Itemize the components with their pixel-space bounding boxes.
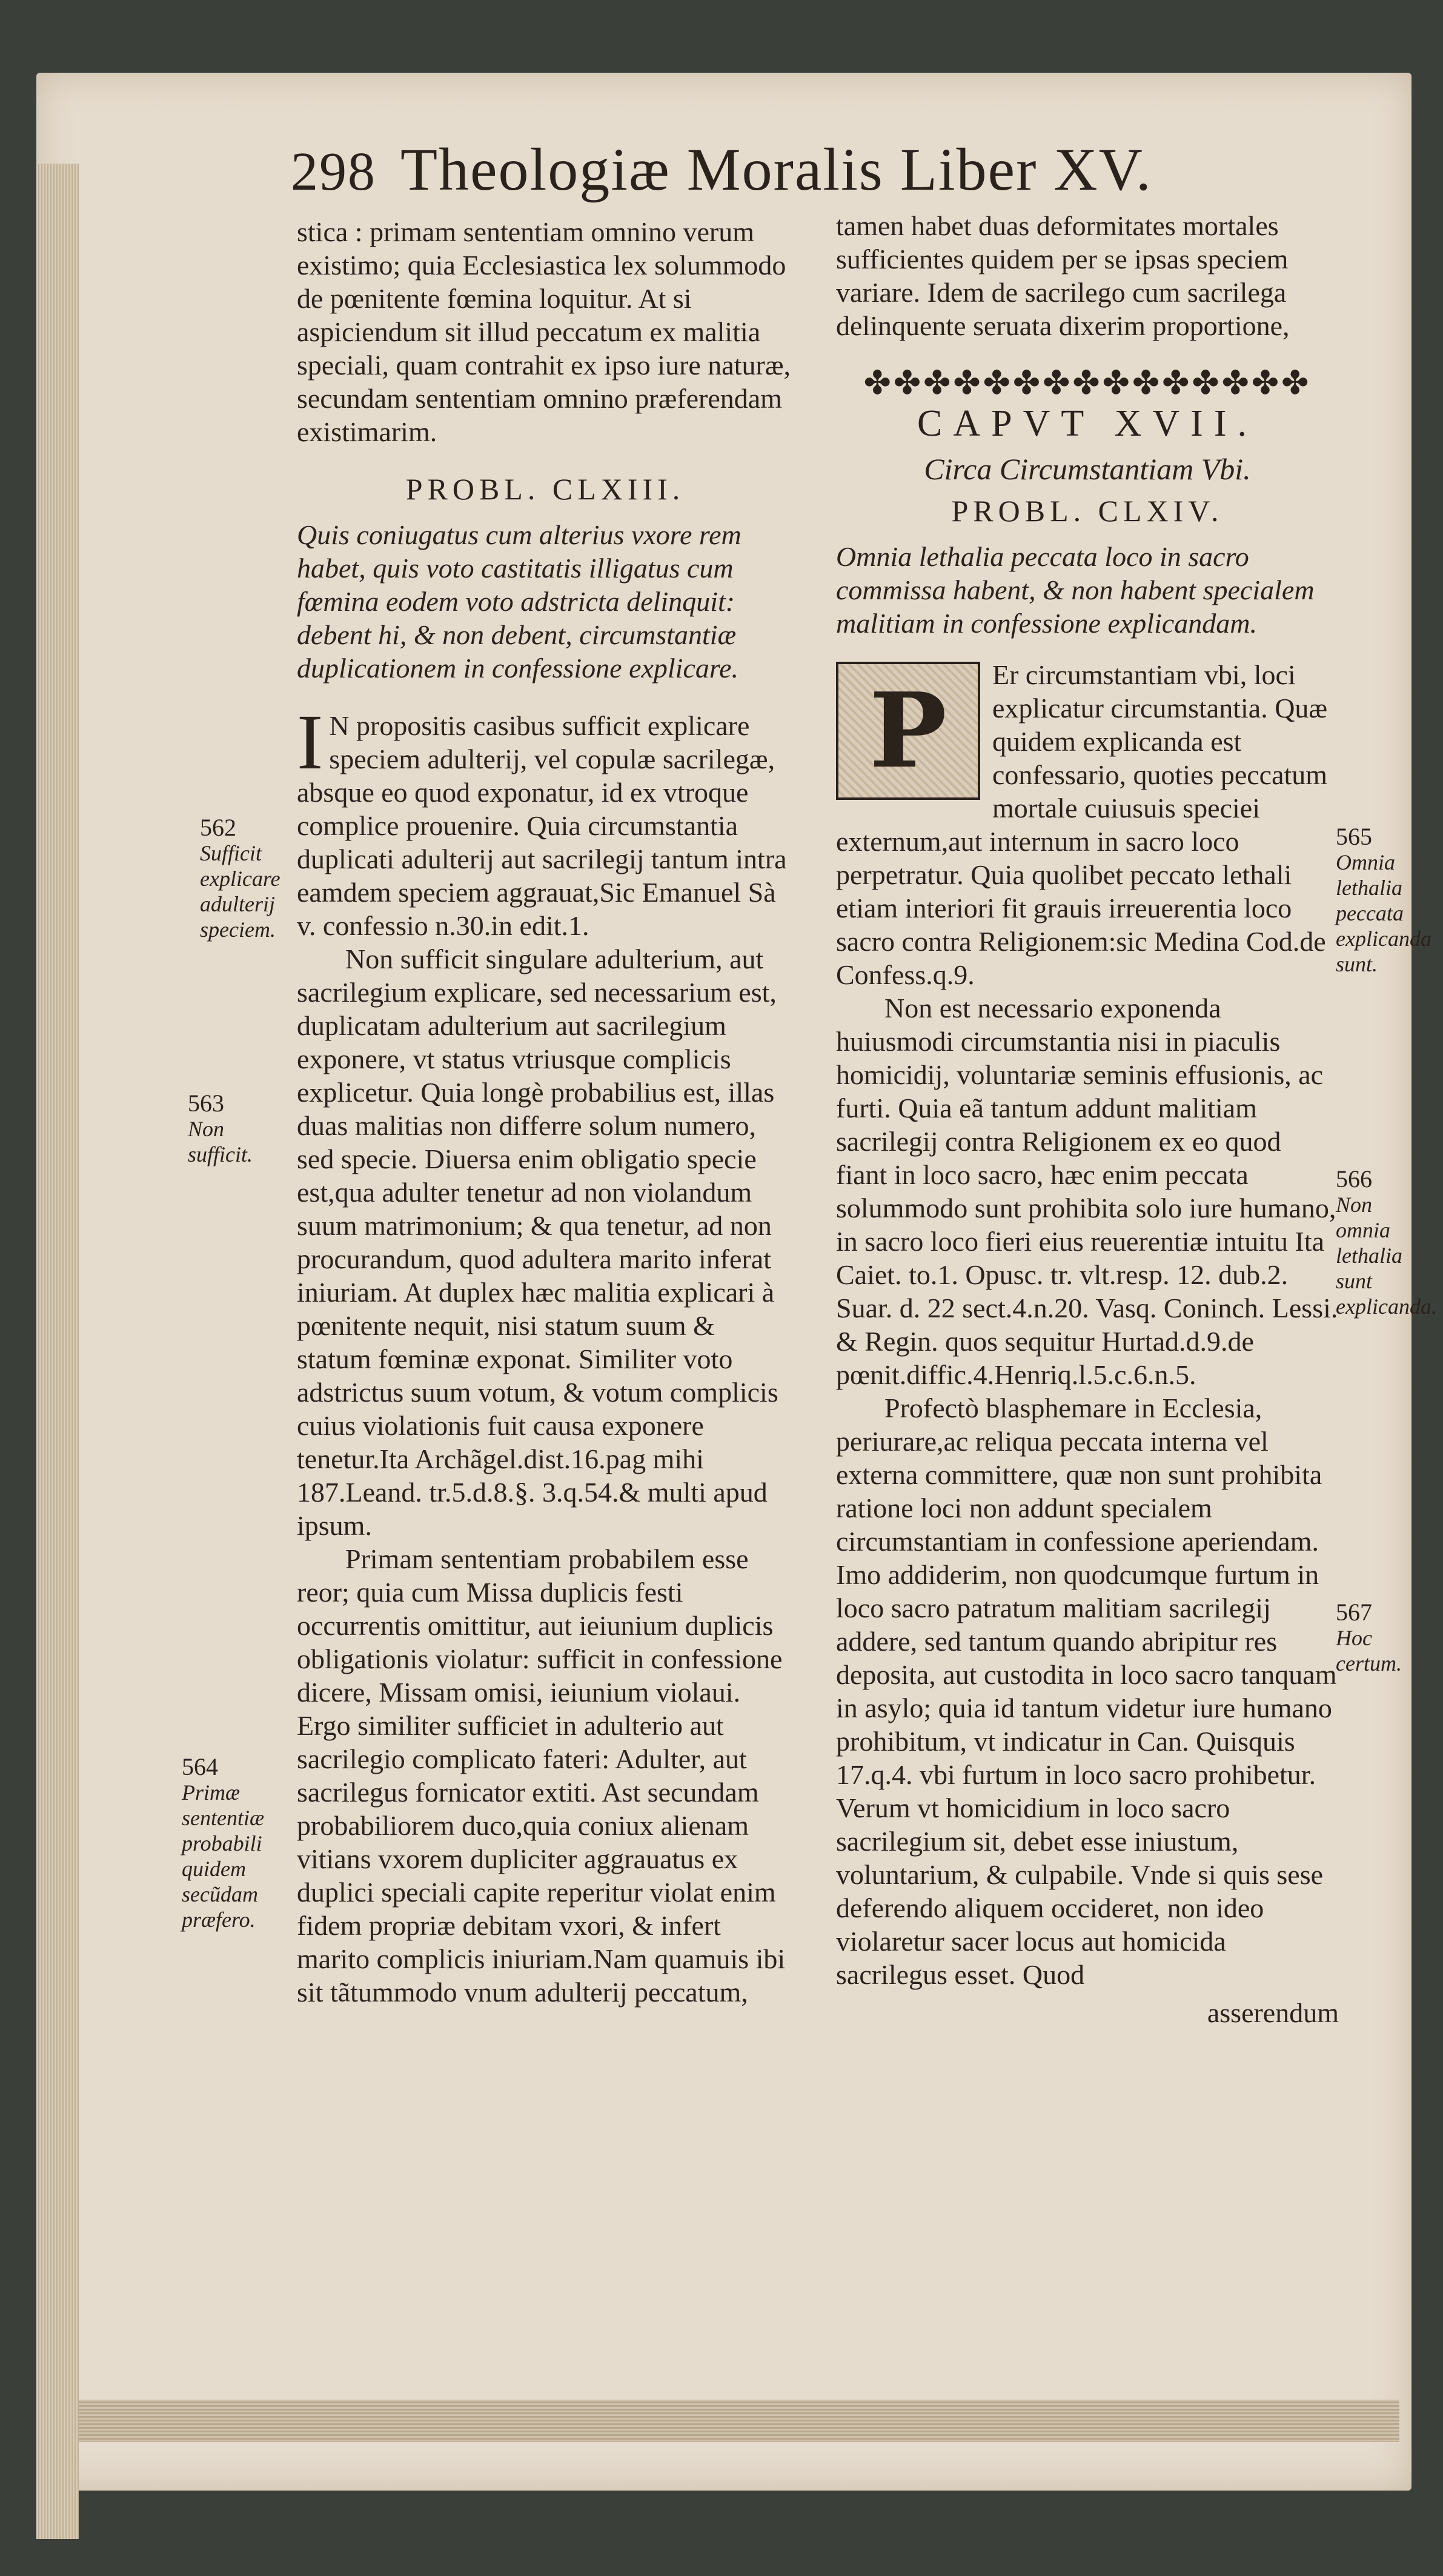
- paragraph-563: Non sufficit singulare adulterium, aut sacrilegium explicare, sed necessarium est, duplicatam adulterium aut sacrilegium exponere, vt status vtriusque complicis explicetur. Quia longè probabilius est, illas duas malitias non differre solum numero, sed specie. Diuersa enim obligatio specie est,qua adulter tenetur ad non violandum suum matrimonium; & qua tenetur, ad non procurandum, quod adultera marito inferat iniuriam. At duplex hæc malitia explicari à pœnitente nequit, nisi statum suum & statum fœminæ exponat. Similiter voto adstrictus suum votum, & votum complicis cuius violationis fuit causa exponere tenetur.Ita Archãgel.dist.16.pag mihi 187.Leand. tr.5.d.8.§. 3.q.54.& multi apud ipsum.: [297, 944, 778, 1541]
- paragraph-562-text: N propositis casibus sufficit explicare speciem adulterij, vel copulæ sacrilegæ, absque eo quod exponatur, id ex vtroque complice prouenire. Quia circumstantia duplicati adulterij aut sacrilegij tantum intra eamdem speciem aggrauat,Sic Emanuel Sà v. confessio n.30.in edit.1.: [297, 710, 787, 941]
- margin-note-number: 564: [182, 1753, 218, 1780]
- paragraph-564: Primam sententiam probabilem esse reor; quia cum Missa duplicis festi occurrentis omittitur, aut ieiunium duplicis obligationis violatur: sufficit in confessione dicere, Missam omisi, ieiunium violaui. Ergo similiter sufficiet in adulterio aut sacrilegio complicato fateri: Adulter, aut sacrilegus fornicator extiti. Ast secundam probabiliorem duco,quia coniux alienam vitians vxorem dupliciter aggrauatus ex duplici speciali capite reperitur violat enim fidem propriæ debitam vxori, & infert marito complicis iniuriam.Nam quamuis ibi sit tãtummodo vnum adulterij peccatum,: [297, 1543, 786, 2008]
- right-intro-paragraph: tamen habet duas deformitates mortales sufficientes quidem per se ipsas speciem variare. Idem de sacrilego cum sacrilega delinquente seruata dixerim proportione,: [836, 210, 1290, 341]
- margin-note-text: Sufficit explicare adulterij speciem.: [200, 841, 280, 942]
- problem-163-question: Quis coniugatus cum alterius vxore rem habet, quis voto castitatis illigatus cum fœmina eodem voto adstricta delinquit: debent hi, & non debent, circumstantiæ duplicationem in confessione explicare.: [297, 519, 741, 684]
- margin-note-number: 562: [200, 814, 236, 841]
- problem-163-title: PROBL. CLXIII.: [405, 472, 685, 506]
- page-number: 298: [291, 142, 376, 202]
- margin-note-number: 566: [1336, 1165, 1372, 1193]
- margin-note-563: [188, 1091, 291, 1167]
- initial-letter-i: I: [297, 699, 323, 786]
- page-stack-bottom: [79, 2400, 1399, 2442]
- paragraph-562: [297, 699, 794, 942]
- ornament-divider: ✤✤✤✤✤✤✤✤✤✤✤✤✤✤✤: [863, 365, 1312, 401]
- chapter-subtitle: Circa Circumstantiam Vbi.: [924, 452, 1251, 486]
- margin-note-567: [1336, 1600, 1421, 1676]
- catchword: asserendum: [1207, 1997, 1339, 2028]
- left-intro-paragraph: stica : primam sententiam omnino verum existimo; quia Ecclesiastica lex solummodo de pœnitente fœmina loquitur. At si aspiciendum sit illud peccatum ex malitia speciali, quam contrahit ex ipso iure naturæ, secundam sententiam omnino præferendam existimarim.: [297, 216, 791, 447]
- margin-note-number: 567: [1336, 1599, 1372, 1626]
- margin-note-565: [1336, 823, 1431, 977]
- page-stack-edge: [36, 164, 79, 2539]
- margin-note-text: Primæ sententiæ probabili quidem secũdam præfero.: [182, 1780, 264, 1932]
- right-column: [836, 209, 1339, 2029]
- running-header: [291, 136, 1199, 203]
- margin-note-number: 565: [1336, 823, 1372, 850]
- margin-note-566: [1336, 1165, 1437, 1319]
- margin-note-text: Omnia lethalia peccata explicanda sunt.: [1336, 850, 1431, 976]
- margin-note-text: Non omnia lethalia sunt explicanda.: [1336, 1193, 1437, 1319]
- running-title: Theologiæ Moralis Liber XV.: [400, 136, 1152, 203]
- margin-note-number: 563: [188, 1090, 224, 1117]
- chapter-title: CAPVT XVII.: [917, 403, 1258, 444]
- margin-note-564: [182, 1754, 291, 1932]
- paragraph-567: Profectò blasphemare in Ecclesia, periurare,ac reliqua peccata interna vel externa committere, quæ non sunt prohibita ratione loci non addunt specialem circumstantiam in confessione aperiendam. Imo addiderim, non quodcumque furtum in loco sacro patratum malitiam sacrilegij addere, sed tantum quando abripitur res deposita, aut custodita in loco sacro tanquam in asylo; quia id tantum videtur iure humano prohibitum, vt indicatur in Can. Quisquis 17.q.4. vbi furtum in loco sacro prohibetur. Verum vt homicidium in loco sacro sacrilegium sit, debet esse iniustum, voluntarium, & culpabile. Vnde si quis sese deferendo aliquem occideret, non ideo violaretur sacer locus aut homicida sacrilegus esset. Quod: [836, 1393, 1337, 1990]
- decorated-initial-p: P: [836, 662, 980, 800]
- paragraph-565: [836, 658, 1339, 991]
- margin-note-text: Non sufficit.: [188, 1117, 253, 1167]
- margin-note-text: Hoc certum.: [1336, 1626, 1402, 1676]
- left-column: [297, 215, 794, 2009]
- problem-164-title: PROBL. CLXIV.: [951, 494, 1224, 528]
- margin-note-562: [200, 815, 291, 942]
- paragraph-565-text: Er circumstantiam vbi, loci explicatur circumstantia. Quæ quidem explicanda est confessario, quoties peccatum mortale cuiusuis speciei externum,aut internum in sacro loco perpetratur. Quia quolibet peccato lethali etiam interiori fit grauis irreuerentia loco sacro contra Religionem:sic Medina Cod.de Confess.q.9.: [836, 659, 1328, 990]
- paragraph-566: Non est necessario exponenda huiusmodi circumstantia nisi in piaculis homicidij, voluntariæ seminis effusionis, ac furti. Quia eã tantum addunt malitiam sacrilegij contra Religionem ex eo quod fiant in loco sacro, hæc enim peccata solummodo sunt prohibita solo iure humano, in sacro loco fieri eius reuerentiæ intuitu Ita Caiet. to.1. Opusc. tr. vlt.resp. 12. dub.2. Suar. d. 22 sect.4.n.20. Vasq. Coninch. Lessi. & Regin. quos sequitur Hurtad.d.9.de pœnit.diffic.4.Henriq.l.5.c.6.n.5.: [836, 993, 1338, 1390]
- problem-164-question: Omnia lethalia peccata loco in sacro commissa habent, & non habent specialem malitiam in confessione explicandam.: [836, 541, 1315, 639]
